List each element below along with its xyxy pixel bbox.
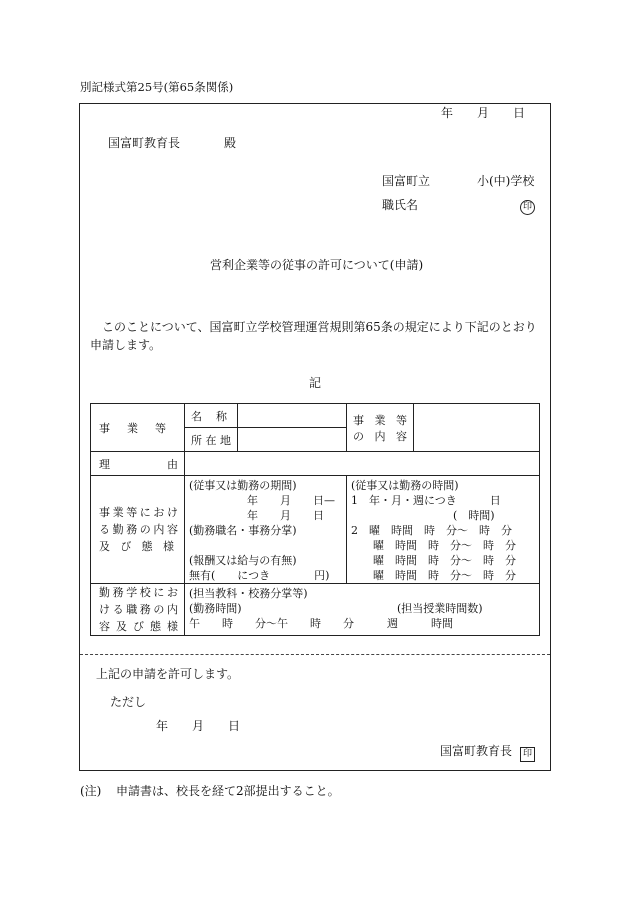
approval-seal-mark: 印 — [520, 747, 535, 762]
school-duty-label-2: ける職務の内 — [99, 603, 178, 616]
applicant-seal — [520, 196, 535, 215]
business-content-label-2: の内容 — [353, 429, 407, 443]
pay-heading: (報酬又は給与の有無) — [189, 554, 297, 567]
work-content-label-3: 及び態様 — [99, 540, 174, 553]
location-value-cell[interactable] — [238, 428, 347, 452]
table-row — [91, 404, 540, 428]
period-line-2: 年 月 日 — [247, 509, 324, 522]
hours-line-5: 曜 時間 時 分～ 時 分 — [373, 554, 516, 567]
class-hours-heading: (担当授業時間数) — [397, 602, 483, 615]
approval-date: 年 月 日 — [156, 719, 241, 733]
period-heading: (従事又は勤務の期間) — [189, 479, 297, 492]
hours-line-2: ( 時間) — [453, 509, 495, 522]
business-label: 事業等 — [99, 421, 166, 435]
hours-line-3: 2 曜 時間 時 分～ 時 分 — [351, 524, 512, 537]
school-duty-cell[interactable] — [185, 584, 540, 636]
work-period-cell[interactable] — [185, 476, 347, 584]
footnote-label: (注) — [80, 784, 102, 798]
date-year: 年 — [441, 106, 454, 120]
spacer-line — [189, 538, 342, 553]
footnote-text: 申請書は、校長を経て2部提出すること。 — [116, 784, 340, 798]
form-number: 別記様式第25号(第65条関係) — [80, 80, 234, 94]
time-line: 午 時 分～午 時 分 週 時間 — [189, 617, 453, 630]
work-hours-cell[interactable] — [347, 476, 540, 584]
table-row — [91, 476, 540, 584]
business-label-cell — [91, 404, 185, 452]
subject-heading: (担当教科・校務分掌等) — [189, 587, 308, 600]
school-suffix: 小(中)学校 — [477, 174, 535, 188]
name-label: 名 称 — [191, 409, 227, 423]
approval-text: 上記の申請を許可します。 — [96, 667, 240, 681]
approval-signer: 国富町教育長 — [440, 744, 513, 758]
hours-heading: (従事又は勤務の時間) — [351, 479, 459, 492]
reason-label-cell — [91, 452, 185, 476]
business-content-label-cell — [347, 404, 414, 452]
period-line-1: 年 月 日— — [247, 494, 335, 507]
name-value-cell[interactable] — [238, 404, 347, 428]
addressee: 国富町教育長 — [108, 136, 181, 150]
date-day: 日 — [513, 106, 526, 120]
note-heading: 記 — [309, 376, 322, 390]
work-content-label-1: 事業等におけ — [99, 506, 178, 519]
table-row — [91, 584, 540, 636]
work-content-label-2: る勤務の内容 — [99, 523, 178, 536]
honorific: 殿 — [224, 136, 237, 150]
hours-line-1: 1 年・月・週につき 日 — [351, 494, 501, 507]
work-time-heading: (勤務時間) — [189, 602, 242, 615]
approval-proviso: ただし — [110, 695, 147, 709]
dashed-divider — [80, 654, 550, 655]
location-label-cell — [185, 428, 238, 452]
business-content-value-cell[interactable] — [414, 404, 540, 452]
school-prefix: 国富町立 — [382, 174, 431, 188]
date-month: 月 — [477, 106, 490, 120]
post-heading: (勤務職名・事務分掌) — [189, 524, 297, 537]
document-title: 営利企業等の従事の許可について(申請) — [210, 258, 424, 272]
school-duty-label-cell — [91, 584, 185, 636]
name-label: 職氏名 — [382, 198, 419, 212]
details-table — [90, 403, 540, 636]
seal-mark: 印 — [520, 200, 535, 215]
school-duty-label-3: 容及び態様 — [99, 620, 178, 633]
name-label-cell — [185, 404, 238, 428]
table-row — [91, 452, 540, 476]
approval-seal — [520, 743, 535, 762]
business-content-label-1: 事業等 — [353, 413, 407, 427]
hours-line-6: 曜 時間 時 分～ 時 分 — [373, 569, 516, 582]
work-content-label-cell — [91, 476, 185, 584]
hours-line-4: 曜 時間 時 分～ 時 分 — [373, 539, 516, 552]
pay-line: 無有( につき 円) — [189, 569, 330, 582]
reason-label: 理由 — [99, 457, 178, 471]
reason-value-cell[interactable] — [185, 452, 540, 476]
body-paragraph: このことについて、国富町立学校管理運営規則第65条の規定により下記のとおり申請します。 — [90, 320, 537, 352]
school-duty-label-1: 勤務学校にお — [99, 586, 178, 599]
location-label: 所在地 — [191, 433, 231, 447]
